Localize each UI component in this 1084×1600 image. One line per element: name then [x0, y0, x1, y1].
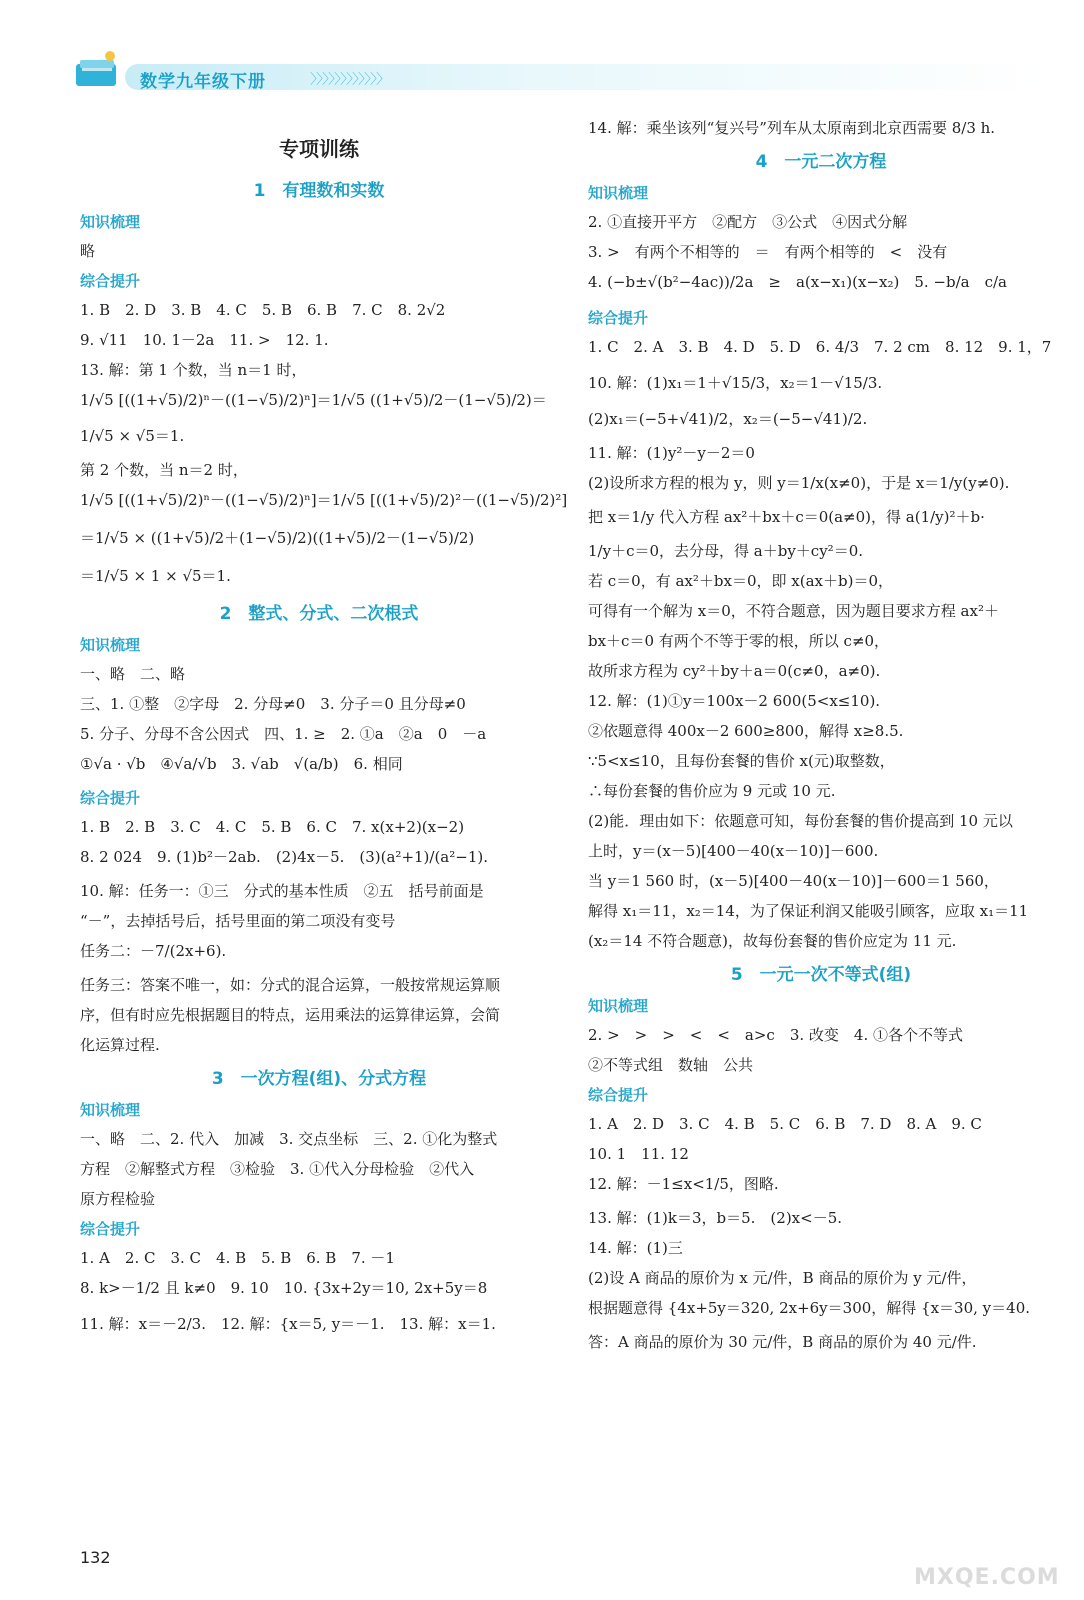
answer-line: (2)设所求方程的根为 y，则 y＝1/x(x≠0)，于是 x＝1/y(y≠0). — [588, 474, 1010, 492]
answer-line: 可得有一个解为 x＝0，不符合题意，因为题目要求方程 ax²＋ — [588, 602, 999, 620]
answer-line: 序，但有时应先根据题目的特点，运用乘法的运算律运算，会简 — [80, 1006, 501, 1024]
answer-line: 一、略 二、略 — [80, 665, 186, 683]
subsection-title: 综合提升 — [80, 789, 141, 807]
page-header — [70, 48, 1050, 98]
subsection-title: 知识梳理 — [80, 213, 141, 231]
answer-line: 化运算过程. — [80, 1036, 160, 1054]
formula-line: 1/√5 [((1+√5)/2)ⁿ－((1−√5)/2)ⁿ]＝1/√5 ((1+√5)/2－(1−√5)/2)＝ — [80, 391, 547, 409]
answer-line: 略 — [80, 242, 96, 260]
answer-line: 原方程检验 — [80, 1190, 156, 1208]
answer-line: 方程 ②解整式方程 ③检验 3. ①代入分母检验 ②代入 — [80, 1160, 475, 1178]
formula-line: 1/√5 [((1+√5)/2)ⁿ－((1−√5)/2)ⁿ]＝1/√5 [((1+√5)/2)²－((1−√5)/2)²] — [80, 491, 568, 509]
subsection-title: 综合提升 — [588, 309, 649, 327]
answer-line: 1. A 2. D 3. C 4. B 5. C 6. B 7. D 8. A 9. C — [588, 1115, 982, 1133]
answer-line: 当 y＝1 560 时，(x－5)[400－40(x－10)]－600＝1 560， — [588, 872, 999, 890]
answer-line: 12. 解：(1)①y＝100x－2 600(5<x≤10). — [588, 692, 881, 710]
subsection-title: 综合提升 — [80, 272, 141, 290]
answer-line: (2)能．理由如下：依题意可知，每份套餐的售价提高到 10 元以 — [588, 812, 1013, 830]
subsection-title: 综合提升 — [80, 1220, 141, 1238]
section-title: 3 一次方程(组)、分式方程 — [211, 1069, 427, 1089]
formula-line: (2)x₁＝(−5+√41)/2，x₂＝(−5−√41)/2. — [588, 410, 868, 428]
answer-line: “－”，去掉括号后，括号里面的第二项没有变号 — [80, 912, 396, 930]
answer-line: 13. 解：第 1 个数，当 n＝1 时， — [80, 361, 307, 379]
section-title: 5 一元一次不等式(组) — [730, 965, 912, 985]
header-title: 数学九年级下册 — [140, 72, 266, 92]
answer-line: 8. 2 024 9. (1)b²－2ab. (2)4x－5. (3)(a²+1)/(a²−1). — [80, 848, 488, 866]
formula-line: ＝1/√5 × ((1+√5)/2＋(1−√5)/2)((1+√5)/2－(1−√5)/2) — [80, 529, 475, 547]
answer-line: 答：A 商品的原价为 30 元/件，B 商品的原价为 40 元/件. — [588, 1333, 977, 1351]
answer-line: 任务三：答案不唯一，如：分式的混合运算，一般按常规运算顺 — [80, 976, 501, 994]
answer-line: ∴每份套餐的售价应为 9 元或 10 元. — [588, 782, 836, 800]
answer-line: ①√a · √b ④√a/√b 3. √ab √(a/b) 6. 相同 — [80, 755, 403, 773]
subsection-title: 知识梳理 — [80, 1101, 141, 1119]
formula-line: 1/√5 × √5＝1. — [80, 427, 185, 445]
answer-line: 一、略 二、2. 代入 加减 3. 交点坐标 三、2. ①化为整式 — [80, 1130, 498, 1148]
answer-line: 14. 解：(1)三 — [588, 1239, 683, 1257]
answer-line: 2. ①直接开平方 ②配方 ③公式 ④因式分解 — [588, 213, 908, 231]
section-title: 4 一元二次方程 — [755, 152, 887, 172]
answer-line: 1. A 2. C 3. C 4. B 5. B 6. B 7. －1 — [80, 1249, 395, 1267]
answer-line: 9. √11 10. 1－2a 11. > 12. 1. — [80, 331, 329, 349]
answer-line: 1. B 2. D 3. B 4. C 5. B 6. B 7. C 8. 2√2 — [80, 301, 446, 319]
answer-line: 上时，y＝(x－5)[400－40(x－10)]－600. — [588, 842, 879, 860]
answer-line: 11. 解：x＝－2/3. 12. 解：{x＝5, y＝－1. 13. 解：x＝1. — [80, 1315, 496, 1333]
answer-line: 14. 解：乘坐该列“复兴号”列车从太原南到北京西需要 8/3 h. — [588, 119, 996, 137]
answer-line: bx＋c＝0 有两个不等于零的根，所以 c≠0， — [588, 632, 890, 650]
answer-line: 5. 分子、分母不含公因式 四、1. ≥ 2. ①a ②a 0 －a — [80, 725, 487, 743]
answer-line: 故所求方程为 cy²＋by＋a＝0(c≠0，a≠0). — [588, 662, 881, 680]
page-number: 132 — [80, 1548, 111, 1567]
page-title: 专项训练 — [279, 137, 359, 161]
answer-line: 1/y＋c＝0，去分母，得 a＋by＋cy²＝0. — [588, 542, 864, 560]
answer-line: 8. k>－1/2 且 k≠0 9. 10 10. {3x+2y＝10, 2x+5y＝8 — [80, 1279, 488, 1297]
answer-line: (2)设 A 商品的原价为 x 元/件，B 商品的原价为 y 元/件， — [588, 1269, 977, 1287]
formula-line: 10. 解：(1)x₁＝1＋√15/3，x₂＝1－√15/3. — [588, 374, 883, 392]
formula-line: 4. (−b±√(b²−4ac))/2a ≥ a(x−x₁)(x−x₂) 5. −b/a c/a — [588, 273, 1007, 291]
answer-line: 3. > 有两个不相等的 ＝ 有两个相等的 < 没有 — [588, 243, 948, 261]
answer-line: 1. C 2. A 3. B 4. D 5. D 6. 4/3 7. 2 cm 8. 12 9. 1，7 — [588, 338, 1052, 356]
answer-line: 若 c＝0，有 ax²＋bx＝0，即 x(ax＋b)＝0， — [588, 572, 893, 590]
answer-line: 把 x＝1/y 代入方程 ax²＋bx＋c＝0(a≠0)，得 a(1/y)²＋b· — [588, 508, 985, 526]
answer-line: (x₂＝14 不符合题意)，故每份套餐的售价应定为 11 元. — [588, 932, 957, 950]
book-icon — [70, 48, 125, 93]
subsection-title: 综合提升 — [588, 1086, 649, 1104]
watermark — [914, 1520, 1064, 1590]
section-title: 1 有理数和实数 — [253, 181, 385, 201]
subsection-title: 知识梳理 — [588, 997, 649, 1015]
answer-line: ∵5<x≤10，且每份套餐的售价 x(元)取整数， — [588, 752, 895, 770]
answer-line: 2. > > > < < a>c 3. 改变 4. ①各个不等式 — [588, 1026, 963, 1044]
answer-line: 1. B 2. B 3. C 4. C 5. B 6. C 7. x(x+2)(x−2) — [80, 818, 465, 836]
answer-line: 13. 解：(1)k＝3，b＝5. (2)x<－5. — [588, 1209, 843, 1227]
answer-line: 根据题意得 {4x+5y＝320, 2x+6y＝300，解得 {x＝30, y＝40. — [588, 1299, 1031, 1317]
answer-line: 10. 解：任务一：①三 分式的基本性质 ②五 括号前面是 — [80, 882, 484, 900]
answer-line: 解得 x₁＝11，x₂＝14，为了保证利润又能吸引顾客，应取 x₁＝11 — [588, 902, 1029, 920]
answer-line: ②不等式组 数轴 公共 — [588, 1056, 754, 1074]
watermark-text: MXQE.COM — [914, 1565, 1060, 1590]
answer-line: 10. 1 11. 12 — [588, 1145, 689, 1163]
header-arrows: 〉〉〉〉〉〉〉〉〉〉〉〉 — [310, 72, 389, 88]
subsection-title: 知识梳理 — [80, 636, 141, 654]
answer-line: ②依题意得 400x－2 600≥800，解得 x≥8.5. — [588, 722, 904, 740]
answer-line: 任务二：－7/(2x+6). — [80, 942, 227, 960]
answer-line: 第 2 个数，当 n＝2 时， — [80, 461, 248, 479]
formula-line: ＝1/√5 × 1 × √5＝1. — [80, 567, 231, 585]
right-column — [588, 119, 1054, 1361]
subsection-title: 知识梳理 — [588, 184, 649, 202]
answer-line: 三、1. ①整 ②字母 2. 分母≠0 3. 分子＝0 且分母≠0 — [80, 695, 466, 713]
answer-line: 12. 解：－1≤x<1/5，图略. — [588, 1175, 779, 1193]
section-title: 2 整式、分式、二次根式 — [219, 604, 419, 624]
answer-line: 11. 解：(1)y²－y－2＝0 — [588, 444, 755, 462]
left-column — [80, 125, 568, 1343]
